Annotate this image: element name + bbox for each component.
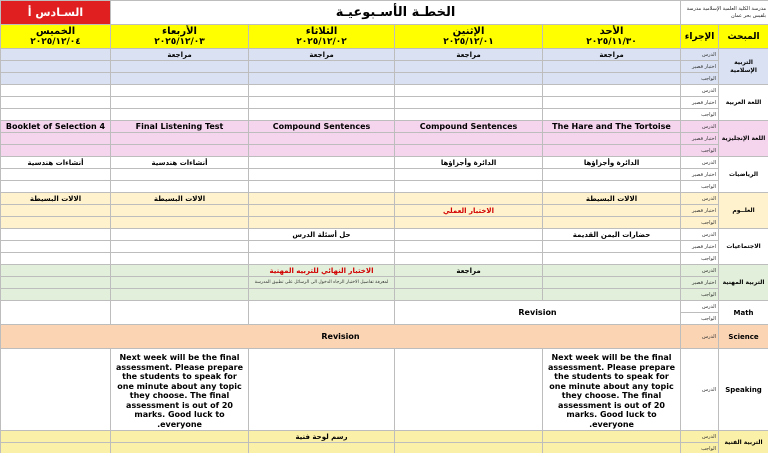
label-lesson: الدرس [681,85,719,97]
cell-lesson: الاختبار النهائي للتربيه المهنية [249,265,395,277]
cell-lesson [111,229,249,241]
subject-science-en: Science [719,325,768,349]
cell-lesson: The Hare and The Tortoise [543,121,681,133]
column-header-procedure: الإجراء [681,25,719,49]
cell-lesson [249,157,395,169]
cell-lesson [543,265,681,277]
cell-lesson: مراجعة [111,49,249,61]
cell-speaking-note: Next week will be the final assessment. Please prepare the students to speak for one minute about any topic they choose. The final assessment is out of 20 marks. Good luck to everyone. [111,349,249,431]
page-title: الخطـة الأسـبوعيـة [111,1,681,25]
label-quiz: اختبار قصير [681,97,719,109]
subject-speaking: Speaking [719,349,768,431]
subject-science: العلــوم [719,193,768,229]
cell-lesson: رسم لوحة فنية [249,431,395,443]
day-header-wednesday: الأربعاء ٢٠٢٥/١٢/٠٣ [111,25,249,49]
cell-lesson: حل أسئلة الدرس [249,229,395,241]
cell-lesson: Revision [395,301,681,325]
cell-speaking-note: Next week will be the final assessment. Please prepare the students to speak for one minute about any topic they choose. The final assessment is out of 20 marks. Good luck to everyone. [543,349,681,431]
label-quiz: اختبار قصير [681,205,719,217]
column-header-subject: المبحث [719,25,768,49]
cell-lesson: مراجعة [395,265,543,277]
subject-math-en: Math [719,301,768,325]
label-homework: الواجب [681,181,719,193]
cell-lesson: أنشاءات هندسية [1,157,111,169]
cell-lesson [1,265,111,277]
cell-lesson [395,193,543,205]
label-lesson: الدرس [681,229,719,241]
label-quiz: اختبار قصير [681,277,719,289]
cell-note: لمعرفة تفاصيل الاختبار الرجاء الدخول الى الرسائل على تطبيق المدرسة [249,277,395,289]
subject-english: اللغة الإنجليزية [719,121,768,157]
cell-lesson: حضارات اليمن القديمة [543,229,681,241]
subject-islamic: التربية الإسلامية [719,49,768,85]
day-header-thursday: الخميس ٢٠٢٥/١٢/٠٤ [1,25,111,49]
subject-art: التربية الفنية [719,431,768,453]
label-lesson: الدرس [681,265,719,277]
label-lesson: الدرس [681,325,719,349]
cell-lesson: الالات البسيطة [1,193,111,205]
cell-lesson [1,49,111,61]
label-homework: الواجب [681,253,719,265]
label-quiz: اختبار قصير [681,169,719,181]
label-quiz: اختبار قصير [681,61,719,73]
cell-lesson: Final Listening Test [111,121,249,133]
label-quiz: اختبار قصير [681,241,719,253]
label-homework: الواجب [681,313,719,325]
cell-quiz: الاختبار العملي [395,205,543,217]
label-homework: الواجب [681,109,719,121]
day-header-sunday: الأحد ٢٠٢٥/١١/٣٠ [543,25,681,49]
label-lesson: الدرس [681,193,719,205]
label-lesson: الدرس [681,157,719,169]
cell-lesson: الالات البسيطة [543,193,681,205]
cell-lesson: مراجعة [395,49,543,61]
label-lesson: الدرس [681,349,719,431]
cell-lesson: Revision [1,325,681,349]
subject-arabic: اللغة العربية [719,85,768,121]
label-homework: الواجب [681,443,719,453]
label-homework: الواجب [681,289,719,301]
school-name: مدرسة الكلية العلمية الإسلامية مدرسة بلقيس بحر عمان [681,1,768,25]
cell-lesson: Compound Sentences [395,121,543,133]
cell-lesson: الدائرة وأجزاؤها [543,157,681,169]
label-lesson: الدرس [681,121,719,133]
cell-lesson: Booklet of Selection 4 [1,121,111,133]
label-lesson: الدرس [681,49,719,61]
day-header-tuesday: الثلاثاء ٢٠٢٥/١٢/٠٢ [249,25,395,49]
label-lesson: الدرس [681,431,719,443]
cell-lesson: مراجعة [543,49,681,61]
cell-lesson [111,265,249,277]
cell-lesson: Compound Sentences [249,121,395,133]
label-homework: الواجب [681,145,719,157]
cell-lesson [1,229,111,241]
subject-social: الاجتماعيات [719,229,768,265]
cell-lesson: مراجعة [249,49,395,61]
label-homework: الواجب [681,217,719,229]
label-quiz: اختبار قصير [681,133,719,145]
grade-badge: السـادس أ [1,1,111,25]
cell-lesson: الالات البسيطة [111,193,249,205]
label-lesson: الدرس [681,301,719,313]
label-homework: الواجب [681,73,719,85]
subject-math: الرياضيات [719,157,768,193]
cell-lesson [395,229,543,241]
cell-lesson [249,193,395,205]
cell-lesson: الدائرة وأجزاؤها [395,157,543,169]
cell-lesson: أنشاءات هندسية [111,157,249,169]
subject-vocational: التربية المهنية [719,265,768,301]
day-header-monday: الإثنين ٢٠٢٥/١٢/٠١ [395,25,543,49]
